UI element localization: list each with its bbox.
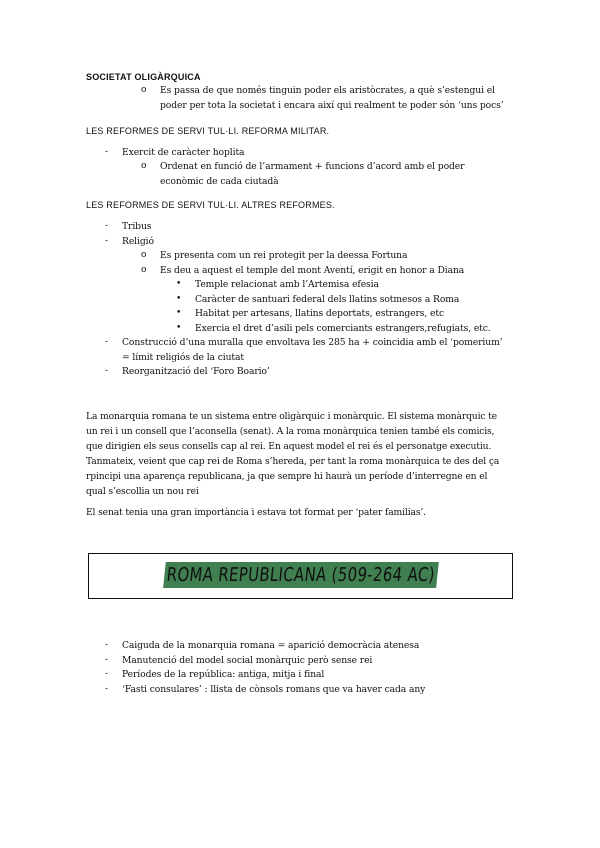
sub-item-ordenat-line-2: econòmic de cada ciutadà [160, 176, 279, 187]
paragraph-line: qual s’escollia un nou rei [86, 486, 199, 497]
item-muralla-line-1: Construcció d’una muralla que envoltava les 285 ha + coincidia amb el ‘pomerium’ [122, 337, 503, 348]
dash-bullet-icon: - [105, 147, 109, 157]
bullet-item: Caràcter de santuari federal dels llatins sotmesos a Roma [195, 294, 460, 305]
dot-bullet-icon: • [176, 279, 182, 289]
item-muralla-line-2: = límit religiós de la ciutat [122, 352, 244, 363]
sub-item-temple-aventi: Es deu a aquest el temple del mont Aventí, erigit en honor a Diana [160, 265, 465, 276]
societat-text-line-1: Es passa de que només tinguin poder els aristòcrates, a què s’estengui el [160, 85, 495, 96]
dash-bullet-icon: - [105, 655, 109, 665]
dash-bullet-icon: - [105, 684, 109, 694]
dash-bullet-icon: - [105, 236, 109, 246]
item-foro-boario: Reorganització del ‘Foro Boario’ [122, 366, 270, 377]
circle-bullet-icon: o [141, 250, 147, 260]
societat-text-line-2: poder per tota la societat i encara així qui realment te poder són ‘uns pocs’ [160, 100, 504, 111]
dot-bullet-icon: • [176, 323, 182, 333]
list-item: Manutenció del model social monàrquic però sense rei [122, 655, 373, 666]
sub-item-fortuna: Es presenta com un rei protegit per la deessa Fortuna [160, 250, 408, 261]
circle-bullet-icon: o [141, 85, 147, 95]
item-exercit-hoplita: Exercit de caràcter hoplita [122, 147, 245, 158]
dash-bullet-icon: - [105, 337, 109, 347]
paragraph-line: que dirigien els seus consells cap al rei. En aquest model el rei és el personatge executiu. [86, 441, 492, 452]
list-item: ‘Fasti consulares’ : llista de cònsols romans que va haver cada any [122, 684, 426, 695]
dash-bullet-icon: - [105, 221, 109, 231]
circle-bullet-icon: o [141, 265, 147, 275]
list-item: Caiguda de la monarquia romana = aparició democràcia atenesa [122, 640, 420, 651]
heading-societat-oligarquica: SOCIETAT OLIGÀRQUICA [86, 72, 201, 82]
paragraph-line: un rei i un consell que l’aconsella (senat). A la roma monàrquica tenien també els comicis, [86, 426, 495, 437]
paragraph-line: La monarquia romana te un sistema entre oligàrquic i monàrquic. El sistema monàrquic te [86, 411, 497, 422]
dot-bullet-icon: • [176, 294, 182, 304]
title-banner [88, 553, 513, 599]
paragraph-line: rpincipi una aparença republicana, ja que sempre hi haurà un període d’interregne en el [86, 471, 488, 482]
item-tribus: Tribus [122, 221, 152, 232]
list-item: Períodes de la república: antiga, mitja i final [122, 669, 325, 680]
dash-bullet-icon: - [105, 669, 109, 679]
dot-bullet-icon: • [176, 308, 182, 318]
bullet-item: Exercia el dret d’asili pels comerciants estrangers,refugiats, etc. [195, 323, 491, 334]
item-religio: Religió [122, 236, 154, 247]
heading-reforma-militar: LES REFORMES DE SERVI TUL·LI. REFORMA MILITAR. [86, 126, 330, 136]
dash-bullet-icon: - [105, 366, 109, 376]
sub-item-ordenat-line-1: Ordenat en funció de l’armament + funcions d’acord amb el poder [160, 161, 465, 172]
circle-bullet-icon: o [141, 161, 147, 171]
heading-altres-reformes: LES REFORMES DE SERVI TUL·LI. ALTRES REFORMES. [86, 200, 335, 210]
paragraph-line: Tanmateix, veient que cap rei de Roma s’hereda, per tant la roma monàrquica te des del ça [86, 456, 500, 467]
dash-bullet-icon: - [105, 640, 109, 650]
banner-title: ROMA REPUBLICANA (509-264 AC) [163, 562, 438, 588]
bullet-item: Temple relacionat amb l’Artemisa efesia [195, 279, 379, 290]
bullet-item: Habitat per artesans, llatins deportats, estrangers, etc [195, 308, 445, 319]
paragraph-senat: El senat tenia una gran importància i estava tot format per ‘pater familias’. [86, 507, 426, 518]
